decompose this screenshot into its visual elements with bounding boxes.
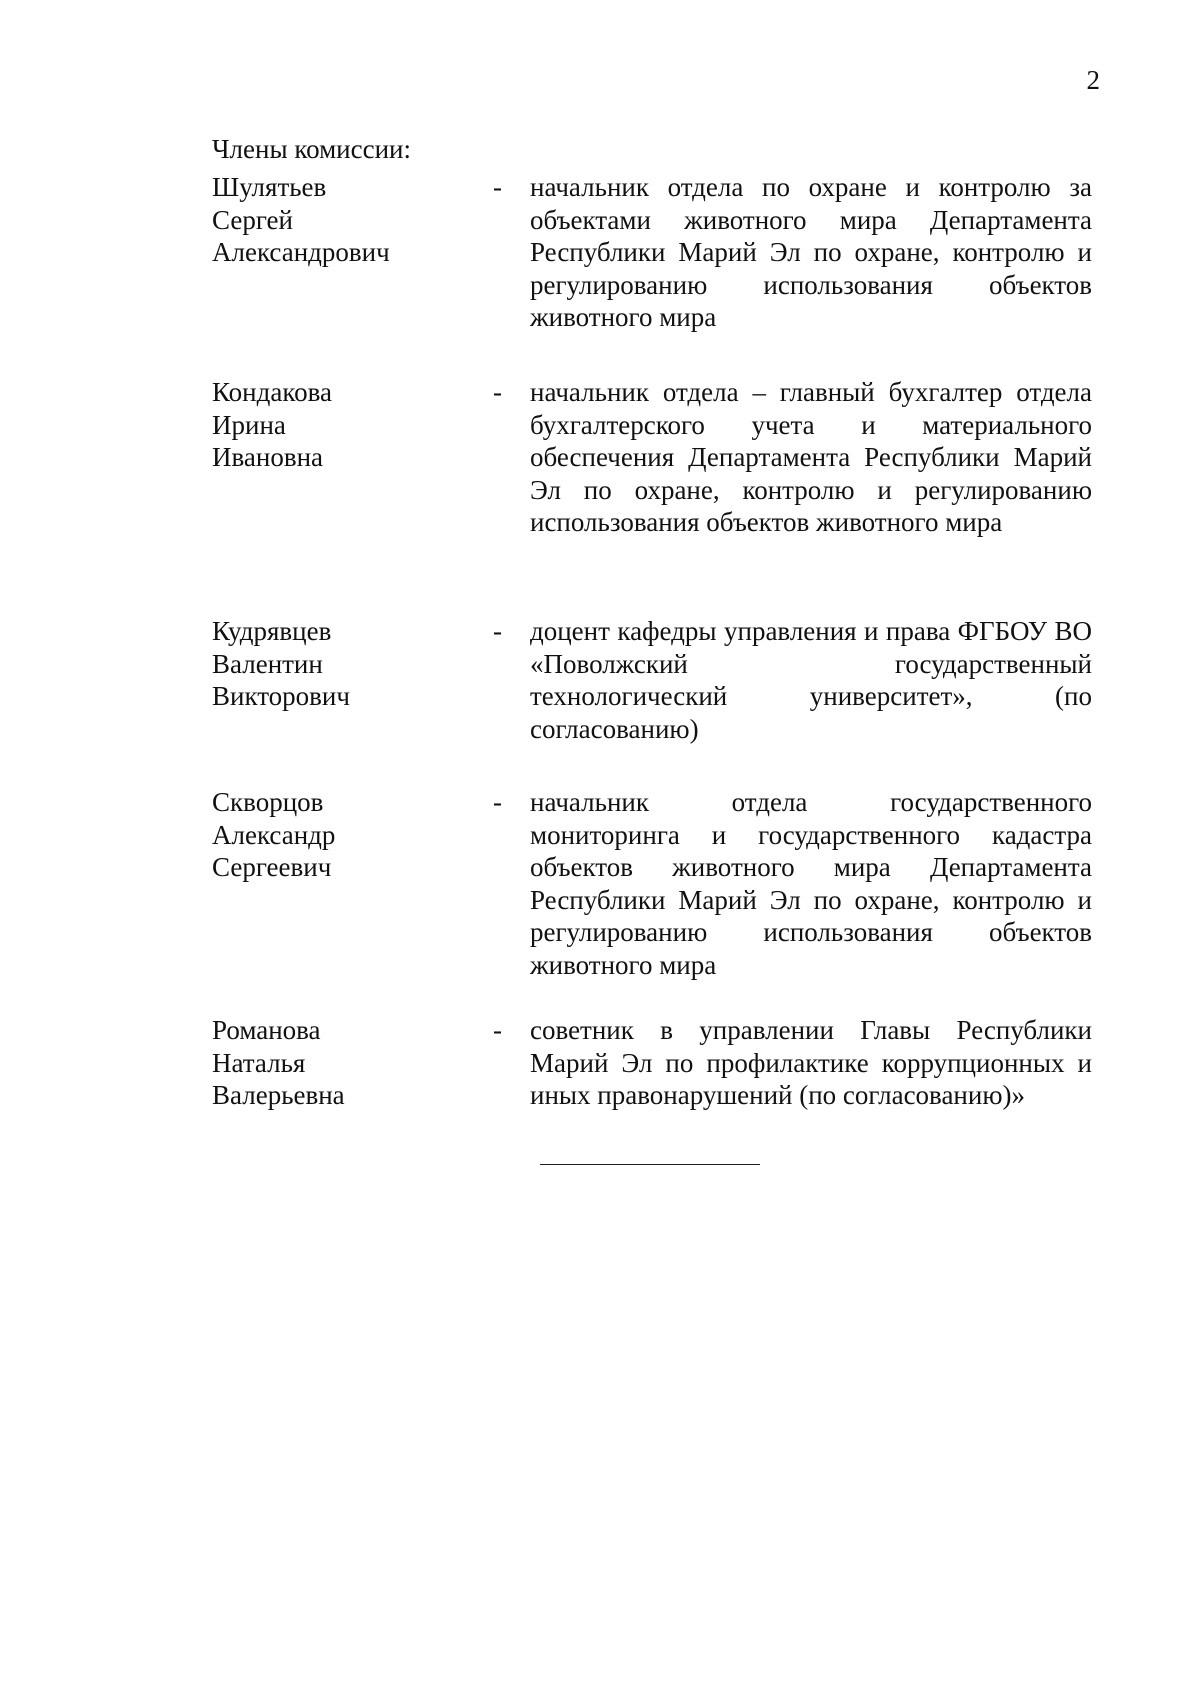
- member-entry: [212, 615, 1092, 746]
- closing-separator-line: [540, 1164, 760, 1165]
- member-patronymic: Сергеевич: [212, 852, 332, 883]
- member-entry: [212, 1014, 1092, 1112]
- member-first-name: Наталья: [212, 1047, 306, 1078]
- member-name: [212, 786, 472, 884]
- member-first-name: Валентин: [212, 648, 323, 679]
- member-entry: [212, 786, 1092, 982]
- member-dash: -: [493, 616, 502, 646]
- member-patronymic: Ивановна: [212, 442, 324, 473]
- member-dash: -: [493, 172, 502, 202]
- member-dash: -: [493, 1015, 502, 1045]
- member-role: начальник отдела государственного мониторинга и государственного кадастра объектов животного мира Департамента Республики Марий Эл по охране, контролю и регулированию использования объектов животного мира: [530, 787, 1092, 980]
- member-entry: [212, 171, 1092, 334]
- member-role: начальник отдела по охране и контролю за объектами животного мира Департамента Республики Марий Эл по охране, контролю и регулированию использования объектов животного мира: [530, 172, 1092, 333]
- member-surname: Кудрявцев: [212, 616, 332, 646]
- member-surname: Шулятьев: [212, 172, 327, 202]
- member-name: [212, 376, 472, 474]
- member-name: [212, 1014, 472, 1112]
- member-name: [212, 615, 472, 713]
- member-surname: Романова: [212, 1015, 321, 1045]
- member-first-name: Ирина: [212, 409, 286, 440]
- member-patronymic: Александрович: [212, 237, 390, 268]
- member-surname: Кондакова: [212, 377, 332, 407]
- member-dash: -: [493, 787, 502, 817]
- member-dash: -: [493, 377, 502, 407]
- member-patronymic: Валерьевна: [212, 1080, 345, 1111]
- member-surname: Скворцов: [212, 787, 324, 817]
- member-entry: [212, 376, 1092, 572]
- commission-members-heading: Члены комиссии:: [212, 134, 411, 164]
- member-name: [212, 171, 472, 269]
- page-number: 2: [1086, 65, 1100, 95]
- member-role: доцент кафедры управления и права ФГБОУ ВО «Поволжский государственный технологический университет», (по согласованию): [530, 616, 1092, 744]
- members-list: [212, 171, 1092, 1112]
- member-first-name: Александр: [212, 819, 336, 850]
- member-first-name: Сергей: [212, 204, 293, 235]
- member-patronymic: Викторович: [212, 681, 350, 712]
- member-role: советник в управлении Главы Республики Марий Эл по профилактике коррупционных и иных правонарушений (по согласованию)»: [530, 1015, 1092, 1111]
- member-role: начальник отдела – главный бухгалтер отдела бухгалтерского учета и материального обеспечения Департамента Республики Марий Эл по охране, контролю и регулированию использования объектов животного мира: [530, 377, 1092, 538]
